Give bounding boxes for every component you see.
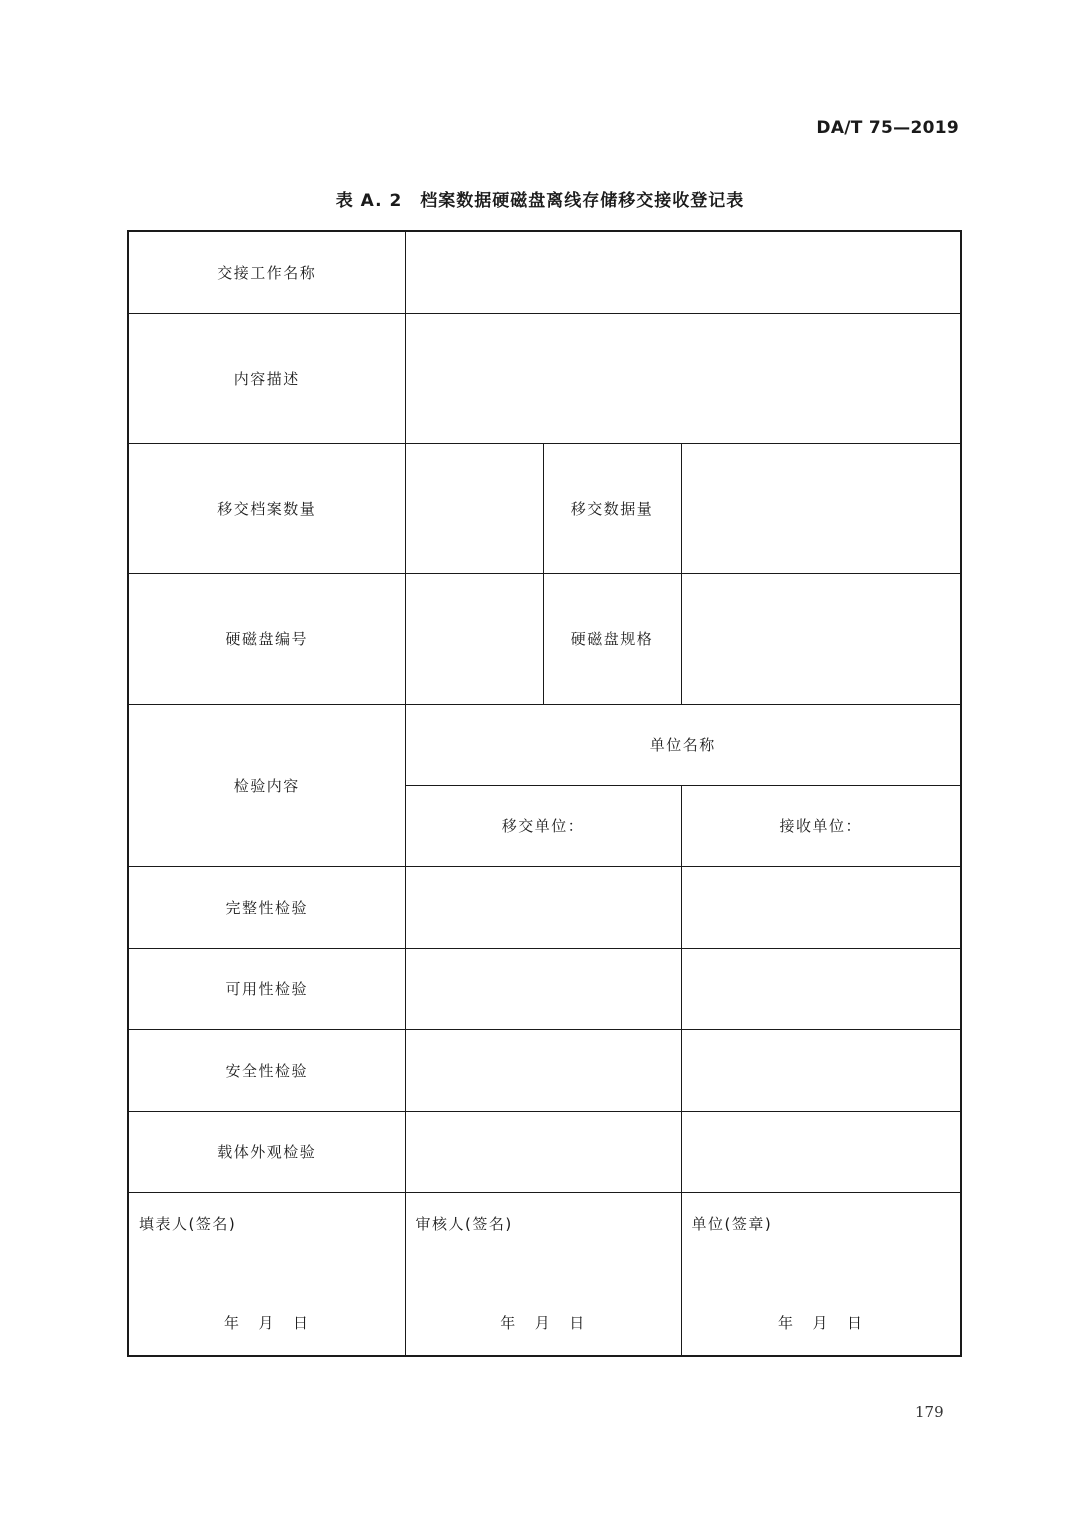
transfer-unit-label[interactable]: 移交单位： bbox=[405, 785, 681, 866]
date-year: 年 bbox=[777, 1314, 795, 1332]
disk-spec-value-cell[interactable] bbox=[681, 573, 961, 704]
page-number: 179 bbox=[915, 1403, 944, 1421]
signature-reviewer-date bbox=[406, 1312, 681, 1333]
check-appearance-receive-cell[interactable] bbox=[681, 1111, 961, 1192]
row-content-desc bbox=[128, 313, 961, 443]
row-unit-name bbox=[128, 704, 961, 785]
signature-reviewer-cell[interactable] bbox=[405, 1192, 681, 1356]
signature-unit-label: 单位(签章) bbox=[691, 1214, 773, 1233]
row-check-integrity bbox=[128, 866, 961, 948]
date-year: 年 bbox=[223, 1314, 241, 1332]
row-handover-name bbox=[128, 231, 961, 313]
disk-number-value-cell[interactable] bbox=[405, 573, 543, 704]
date-day: 日 bbox=[569, 1314, 586, 1332]
check-security-label: 安全性检验 bbox=[128, 1029, 405, 1111]
check-appearance-label: 载体外观检验 bbox=[128, 1111, 405, 1192]
standard-code: DA/T 75—2019 bbox=[816, 118, 959, 138]
check-appearance-transfer-cell[interactable] bbox=[405, 1111, 681, 1192]
row-archive-count bbox=[128, 443, 961, 573]
table-title: 表 A. 2 档案数据硬磁盘离线存储移交接收登记表 bbox=[335, 191, 745, 211]
check-integrity-label: 完整性检验 bbox=[128, 866, 405, 948]
signature-filler-date bbox=[129, 1312, 405, 1333]
date-month: 月 bbox=[258, 1314, 275, 1332]
handover-registration-table bbox=[127, 230, 962, 1357]
row-check-security bbox=[128, 1029, 961, 1111]
check-usability-transfer-cell[interactable] bbox=[405, 948, 681, 1029]
check-security-receive-cell[interactable] bbox=[681, 1029, 961, 1111]
archive-count-value-cell[interactable] bbox=[405, 443, 543, 573]
check-usability-receive-cell[interactable] bbox=[681, 948, 961, 1029]
signature-filler-label: 填表人(签名) bbox=[139, 1214, 237, 1233]
check-security-transfer-cell[interactable] bbox=[405, 1029, 681, 1111]
row-disk-number bbox=[128, 573, 961, 704]
date-year: 年 bbox=[500, 1314, 517, 1332]
date-day: 日 bbox=[847, 1314, 864, 1332]
data-volume-label: 移交数据量 bbox=[543, 443, 681, 573]
disk-number-label: 硬磁盘编号 bbox=[128, 573, 405, 704]
signature-unit-cell[interactable] bbox=[681, 1192, 961, 1356]
date-month: 月 bbox=[812, 1314, 829, 1332]
date-day: 日 bbox=[293, 1314, 310, 1332]
data-volume-value-cell[interactable] bbox=[681, 443, 961, 573]
signature-reviewer-label: 审核人(签名) bbox=[415, 1214, 513, 1233]
check-integrity-receive-cell[interactable] bbox=[681, 866, 961, 948]
disk-spec-label: 硬磁盘规格 bbox=[543, 573, 681, 704]
row-check-usability bbox=[128, 948, 961, 1029]
receive-unit-label[interactable]: 接收单位： bbox=[681, 785, 961, 866]
content-desc-label: 内容描述 bbox=[128, 313, 405, 443]
date-month: 月 bbox=[534, 1314, 552, 1332]
signature-unit-date bbox=[682, 1312, 961, 1333]
archive-count-label: 移交档案数量 bbox=[128, 443, 405, 573]
check-integrity-transfer-cell[interactable] bbox=[405, 866, 681, 948]
content-desc-value-cell[interactable] bbox=[405, 313, 961, 443]
inspection-label: 检验内容 bbox=[128, 704, 405, 866]
signature-filler-cell[interactable] bbox=[128, 1192, 405, 1356]
row-signatures bbox=[128, 1192, 961, 1356]
check-usability-label: 可用性检验 bbox=[128, 948, 405, 1029]
handover-name-label: 交接工作名称 bbox=[128, 231, 405, 313]
unit-name-label: 单位名称 bbox=[405, 704, 961, 785]
handover-name-value-cell[interactable] bbox=[405, 231, 961, 313]
row-check-appearance bbox=[128, 1111, 961, 1192]
